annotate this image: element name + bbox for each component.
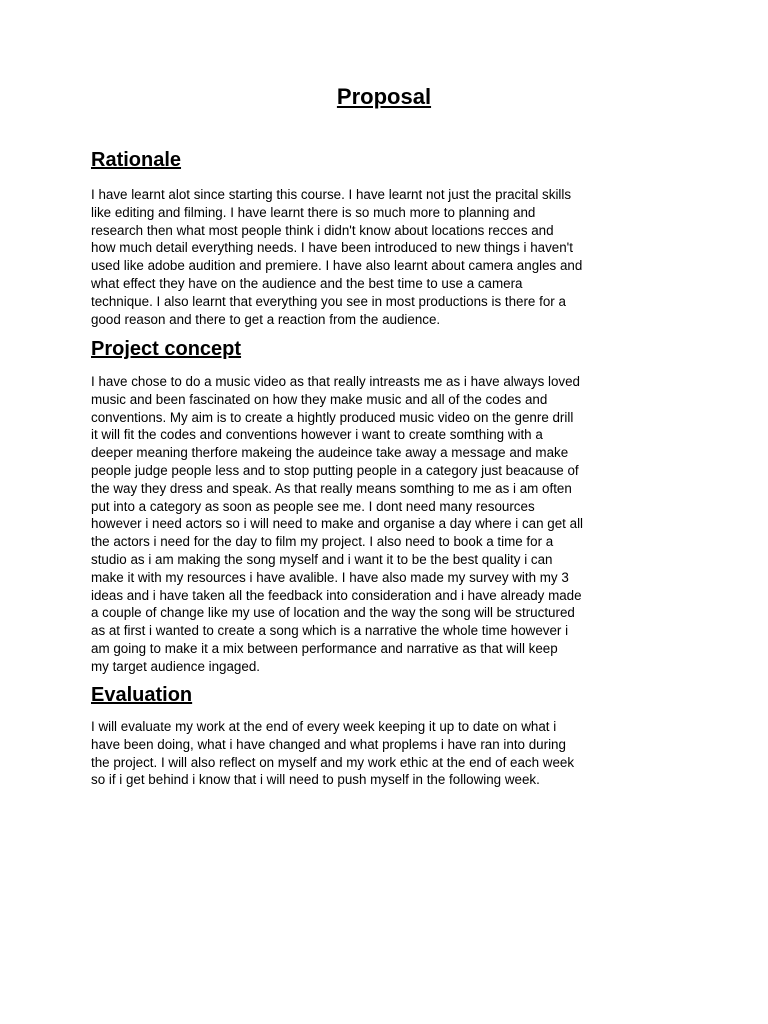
text-line: ideas and i have taken all the feedback into consideration and i have already made [91,587,582,603]
section-heading-project-concept: Project concept [91,338,242,360]
section-heading-evaluation: Evaluation [91,684,193,706]
text-line: studio as i am making the song myself and i want it to be the best quality i can [91,551,553,567]
section-body-rationale [91,186,691,328]
text-line: put into a category as soon as people see me. I dont need many resources [91,498,535,514]
text-line: so if i get behind i know that i will need to push myself in the following week. [91,772,540,788]
text-line: good reason and there to get a reaction from the audience. [91,311,441,327]
text-line: what effect they have on the audience and the best time to use a camera [91,275,523,291]
text-line: my target audience ingaged. [91,658,260,674]
section-heading-rationale: Rationale [91,149,182,171]
text-line: technique. I also learnt that everything you see in most productions is there for a [91,293,566,309]
text-line: music and been fascinated on how they make music and all of the codes and [91,391,548,407]
text-line: research then what most people think i didn't know about locations recces and [91,222,554,238]
text-line: the way they dress and speak. As that really means somthing to me as i am often [91,480,572,496]
section-body-evaluation [91,718,691,789]
text-line: it will fit the codes and conventions however i want to create somthing with a [91,427,543,443]
text-line: I will evaluate my work at the end of every week keeping it up to date on what i [91,719,557,734]
text-line: how much detail everything needs. I have been introduced to new things i haven't [91,240,573,256]
text-line: have been doing, what i have changed and what proplems i have ran into during [91,736,566,752]
text-line: make it with my resources i have avalible. I have also made my survey with my 3 [91,569,569,585]
text-line: however i need actors so i will need to make and organise a day where i can get all [91,516,584,532]
text-line: used like adobe audition and premiere. I have also learnt about camera angles and [91,258,583,274]
text-line: conventions. My aim is to create a hightly produced music video on the genre drill [91,409,574,425]
text-line: I have learnt alot since starting this course. I have learnt not just the pracital skills [91,187,572,202]
text-line: the actors i need for the day to film my project. I also need to book a time for a [91,534,554,550]
text-line: the project. I will also reflect on myself and my work ethic at the end of each week [91,754,575,770]
document-title: Proposal [336,84,432,109]
section-body-project-concept [91,373,691,676]
text-line: deeper meaning therfore makeing the audeince take away a message and make [91,445,569,461]
text-line: as at first i wanted to create a song which is a narrative the whole time however i [91,623,569,639]
text-line: I have chose to do a music video as that really intreasts me as i have always loved [91,374,581,389]
text-line: people judge people less and to stop putting people in a category just beacause of [91,462,579,478]
text-line: like editing and filming. I have learnt there is so much more to planning and [91,204,536,220]
text-line: am going to make it a mix between performance and narrative as that will keep [91,640,558,656]
text-line: a couple of change like my use of location and the way the song will be structured [91,605,575,621]
